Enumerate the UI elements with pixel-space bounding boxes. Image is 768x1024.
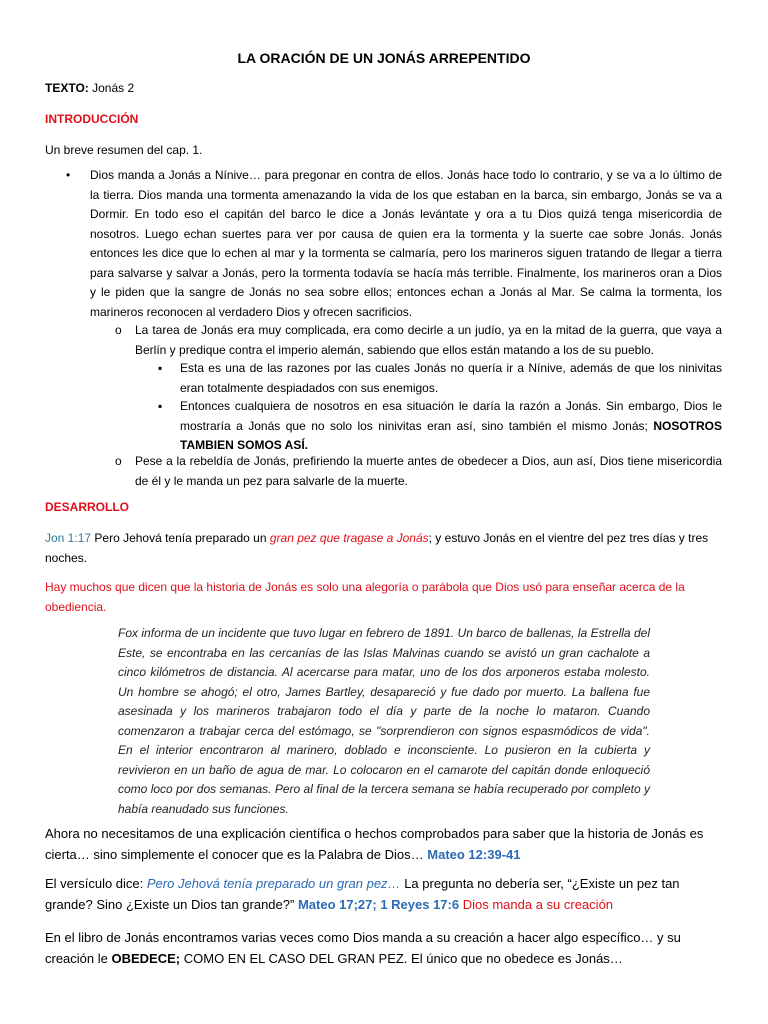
sub-sub-bullet-2-text: Entonces cualquiera de nosotros en esa situación le daría la razón a Jonás. Sin embargo, Dios le mostraría a Jonás que no solo los ninivitas eran así, sino también el mismo Jonás; [180,399,722,433]
paragraph-1-text: Ahora no necesitamos de una explicación científica o hechos comprobados para saber que la historia de Jonás es cierta… sino simplemente el conocer que es la Palabra de Dios… [45,826,704,862]
bullet-square: ▪ [158,399,163,413]
desarrollo-heading: DESARROLLO [45,500,129,514]
paragraph-3-b: COMO EN EL CASO DEL GRAN PEZ. El único que no obedece es Jonás… [183,951,623,966]
bullet-circle: o [115,454,122,468]
texto-label: TEXTO: [45,81,89,95]
paragraph-2-italic: Pero Jehová tenía preparado un gran pez… [146,876,401,891]
page-title: LA ORACIÓN DE UN JONÁS ARREPENTIDO [237,50,531,66]
paragraph-3-bold: OBEDECE; [111,951,181,966]
paragraph-1-reference: Mateo 12:39-41 [427,847,521,862]
sub-bullet-2: Pese a la rebeldía de Jonás, prefiriendo la muerte antes de obedecer a Dios, aun así, Dios tiene misericordia de él y le manda un pez para salvarle de la muerte. [135,454,722,488]
paragraph-1 [45,823,725,865]
paragraph-2-red: Dios manda a su creación [462,897,614,912]
sub-sub-bullet-1: Esta es una de las razones por las cuales Jonás no quería ir a Nínive, además de que los ninivitas eran totalmente despiadados con sus enemigos. [180,361,722,395]
paragraph-2-references: Mateo 17;27; 1 Reyes 17:6 [297,897,460,912]
sub-sub-bullet-2-bold: NOSOTROS TAMBIEN SOMOS ASÍ. [180,418,722,452]
intro-heading: INTRODUCCIÓN [45,112,139,126]
fox-quote: Fox informa de un incidente que tuvo lugar en febrero de 1891. Un barco de ballenas, la Estrella del Este, se encontraba en las cercanías de las Islas Malvinas cuando se avistó un gran cachalote a cinco kilómetros de distancia. Al acercarse para matar, uno de los dos arponeros estaba molesto. Un hombre se ahogó; el otro, James Bartley, desapareció y fue dado por muerto. La ballena fue asesinada y los marineros trabajaron todo el día y parte de la noche lo mataron. Cuando comenzaron a trabajar cerca del estómago, se "sorprendieron con signos espasmódicos de vida". En el interior encontraron al marinero, doblado e inconsciente. Lo pusieron en la cubierta y revivieron en un baño de agua de mar. Lo colocaron en el camarote del capitán donde enloqueció como loco por dos semanas. Pero al final de la tercera semana se había recuperado por completo y había reanudado sus funciones. [118,626,650,816]
jon-reference: Jon 1:17 [45,531,92,545]
paragraph-2-b: La pregunta no debería ser, “¿Existe un pez tan grande? Sino ¿Existe un Dios tan grande?” [45,876,680,912]
intro-summary: Un breve resumen del cap. 1. [45,143,203,157]
sub-sub-bullet-2 [180,397,722,456]
texto-line [45,79,705,99]
sub-bullet-1: La tarea de Jonás era muy complicada, era como decirle a un judío, ya en la mitad de la guerra, que vaya a Berlín y predique contra el imperio alemán, sabiendo que ellos están matando a los de su pueblo. [135,323,722,357]
paragraph-2 [45,873,725,915]
jon-text-a: Pero Jehová tenía preparado un [94,531,267,545]
paragraph-3 [45,927,725,969]
bullet-disc: • [66,168,71,182]
jon-italic: gran pez que tragase a Jonás [269,531,429,545]
allegory-note: Hay muchos que dicen que la historia de Jonás es solo una alegoría o parábola que Dios usó para enseñar acerca de la obediencia. [45,580,685,614]
bullet-square: ▪ [158,361,163,375]
bullet-main-text: Dios manda a Jonás a Nínive… para pregonar en contra de ellos. Jonás hace todo lo contrario, y se va a lo último de la tierra. Dios manda una tormenta amenazando la vida de los que estaban en la barca, sin embargo, Jonás se va a Dormir. En todo eso el capitán del barco le dice a Jonás levántate y ora a tu Dios quizá tenga misericordia de nosotros. Luego echan suertes para ver por causa de quien era la tormenta y la suerte cae sobre Jonás. Jonás entonces les dice que lo echen al mar y la tormenta se calmaría, pero los marineros siguen tratando de llegar a tierra para salvarse y salvar a Jonás, pero la tormenta todavía se hacía más terrible. Finalmente, los marineros oran a Dios y le piden que la sangre de Jonás no sea sobre ellos; entonces echan a Jonás al Mar. Se calma la tormenta, los marineros reconocen al verdadero Dios y ofrecen sacrificios. [90,168,722,319]
bullet-circle: o [115,323,122,337]
paragraph-2-a: El versículo dice: [45,876,144,891]
texto-value: Jonás 2 [92,81,135,95]
jon-text-b: ; y estuvo Jonás en el vientre del pez tres días y tres noches. [45,531,709,565]
jon-verse [45,529,710,568]
paragraph-3-a: En el libro de Jonás encontramos varias veces como Dios manda a su creación a hacer algo específico… y su creación le [45,930,681,966]
